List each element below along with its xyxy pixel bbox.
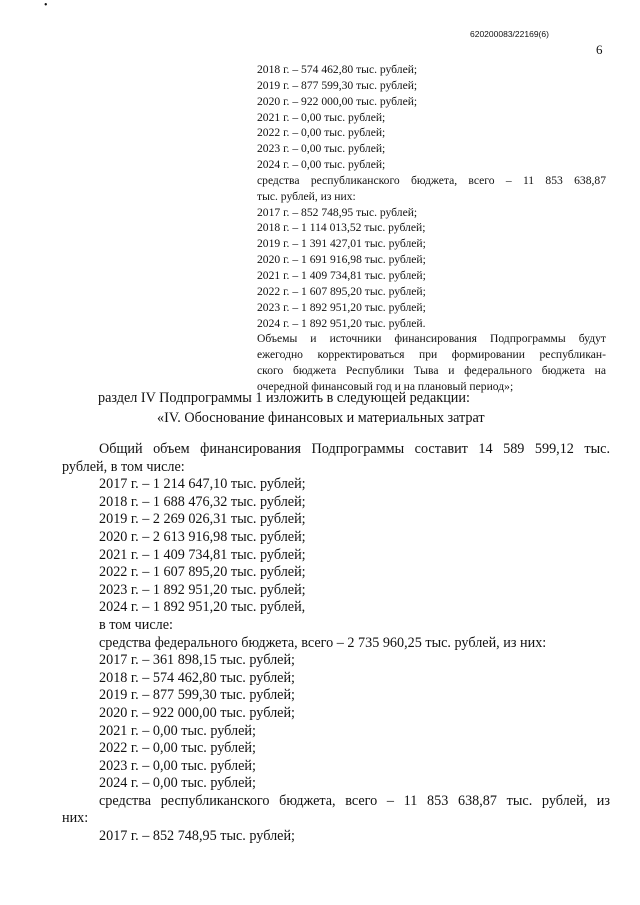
corner-mark: • — [44, 0, 48, 11]
total-year-line: 2022 г. – 1 607 895,20 тыс. рублей; — [99, 564, 306, 581]
federal-year-line: 2024 г. – 0,00 тыс. рублей; — [257, 158, 386, 172]
federal-year-line: 2021 г. – 0,00 тыс. рублей; — [99, 722, 256, 739]
document-number: 620200083/22169(6) — [470, 29, 549, 39]
federal-year-line: 2024 г. – 0,00 тыс. рублей; — [99, 775, 256, 792]
republic-year-line: 2021 г. – 1 409 734,81 тыс. рублей; — [257, 268, 426, 282]
federal-year-line: 2018 г. – 574 462,80 тыс. рублей; — [99, 669, 295, 686]
republic-year-line: 2023 г. – 1 892 951,20 тыс. рублей; — [257, 300, 426, 314]
section-body — [62, 441, 610, 846]
total-year-line: 2023 г. – 1 892 951,20 тыс. рублей; — [99, 581, 306, 598]
federal-year-line: 2018 г. – 574 462,80 тыс. рублей; — [257, 63, 418, 76]
total-year-line: 2021 г. – 1 409 734,81 тыс. рублей; — [99, 546, 306, 563]
republic-year-line: 2018 г. – 1 114 013,52 тыс. рублей; — [257, 221, 426, 235]
federal-budget-intro: средства федерального бюджета, всего – 2 735 960,25 тыс. рублей, из них: — [99, 634, 547, 651]
federal-year-line: 2020 г. – 922 000,00 тыс. рублей; — [257, 94, 418, 108]
republic-year-line: 2017 г. – 852 748,95 тыс. рублей; — [99, 828, 295, 845]
total-year-line: 2020 г. – 2 613 916,98 тыс. рублей; — [99, 528, 306, 545]
total-year-line: 2018 г. – 1 688 476,32 тыс. рублей; — [99, 493, 306, 510]
section-instruction: раздел IV Подпрограммы 1 изложить в следующей редакции: — [98, 390, 470, 406]
note-line: очередной финансовый год и на плановый период»; — [257, 379, 514, 393]
note-line: Объемы и источники финансирования Подпрограммы будут — [257, 332, 606, 346]
federal-year-line: 2020 г. – 922 000,00 тыс. рублей; — [99, 704, 295, 721]
federal-year-line: 2022 г. – 0,00 тыс. рублей; — [99, 740, 256, 757]
federal-year-line: 2023 г. – 0,00 тыс. рублей; — [257, 142, 386, 156]
section-title: «IV. Обоснование финансовых и материальных затрат — [157, 410, 485, 426]
federal-year-line: 2017 г. – 361 898,15 тыс. рублей; — [99, 652, 295, 669]
including-label: в том числе: — [99, 616, 173, 633]
republic-budget-intro: средства республиканского бюджета, всего – 11 853 638,87 — [257, 173, 606, 187]
federal-year-line: 2021 г. – 0,00 тыс. рублей; — [257, 110, 386, 124]
republic-budget-intro-cont: тыс. рублей, из них: — [257, 189, 356, 203]
federal-year-line: 2023 г. – 0,00 тыс. рублей; — [99, 757, 256, 774]
federal-year-line: 2019 г. – 877 599,30 тыс. рублей; — [257, 78, 418, 92]
republic-budget-intro-cont: них: — [62, 810, 89, 827]
republic-year-line: 2022 г. – 1 607 895,20 тыс. рублей; — [257, 284, 426, 298]
republic-year-line: 2019 г. – 1 391 427,01 тыс. рублей; — [257, 237, 426, 251]
federal-year-line: 2022 г. – 0,00 тыс. рублей; — [257, 126, 386, 140]
republic-year-line: 2020 г. – 1 691 916,98 тыс. рублей; — [257, 253, 426, 267]
total-year-line: 2024 г. – 1 892 951,20 тыс. рублей, — [99, 599, 306, 616]
total-financing-cont: рублей, в том числе: — [62, 458, 185, 475]
republic-year-line: 2024 г. – 1 892 951,20 тыс. рублей. — [257, 316, 426, 330]
republic-year-line: 2017 г. – 852 748,95 тыс. рублей; — [257, 205, 418, 219]
passport-financing-block — [257, 62, 606, 395]
total-financing-line: Общий объем финансирования Подпрограммы составит 14 589 599,12 тыс. — [99, 441, 610, 457]
note-line: ского бюджета Республики Тыва и федерального бюджета на — [257, 364, 606, 378]
republic-budget-intro: средства республиканского бюджета, всего – 11 853 638,87 тыс. рублей, из — [99, 792, 610, 809]
note-line: ежегодно корректироваться при формировании республикан- — [257, 348, 606, 362]
total-year-line: 2017 г. – 1 214 647,10 тыс. рублей; — [99, 476, 306, 493]
total-year-line: 2019 г. – 2 269 026,31 тыс. рублей; — [99, 511, 306, 528]
federal-year-line: 2019 г. – 877 599,30 тыс. рублей; — [99, 687, 295, 704]
page-number: 6 — [596, 42, 603, 57]
